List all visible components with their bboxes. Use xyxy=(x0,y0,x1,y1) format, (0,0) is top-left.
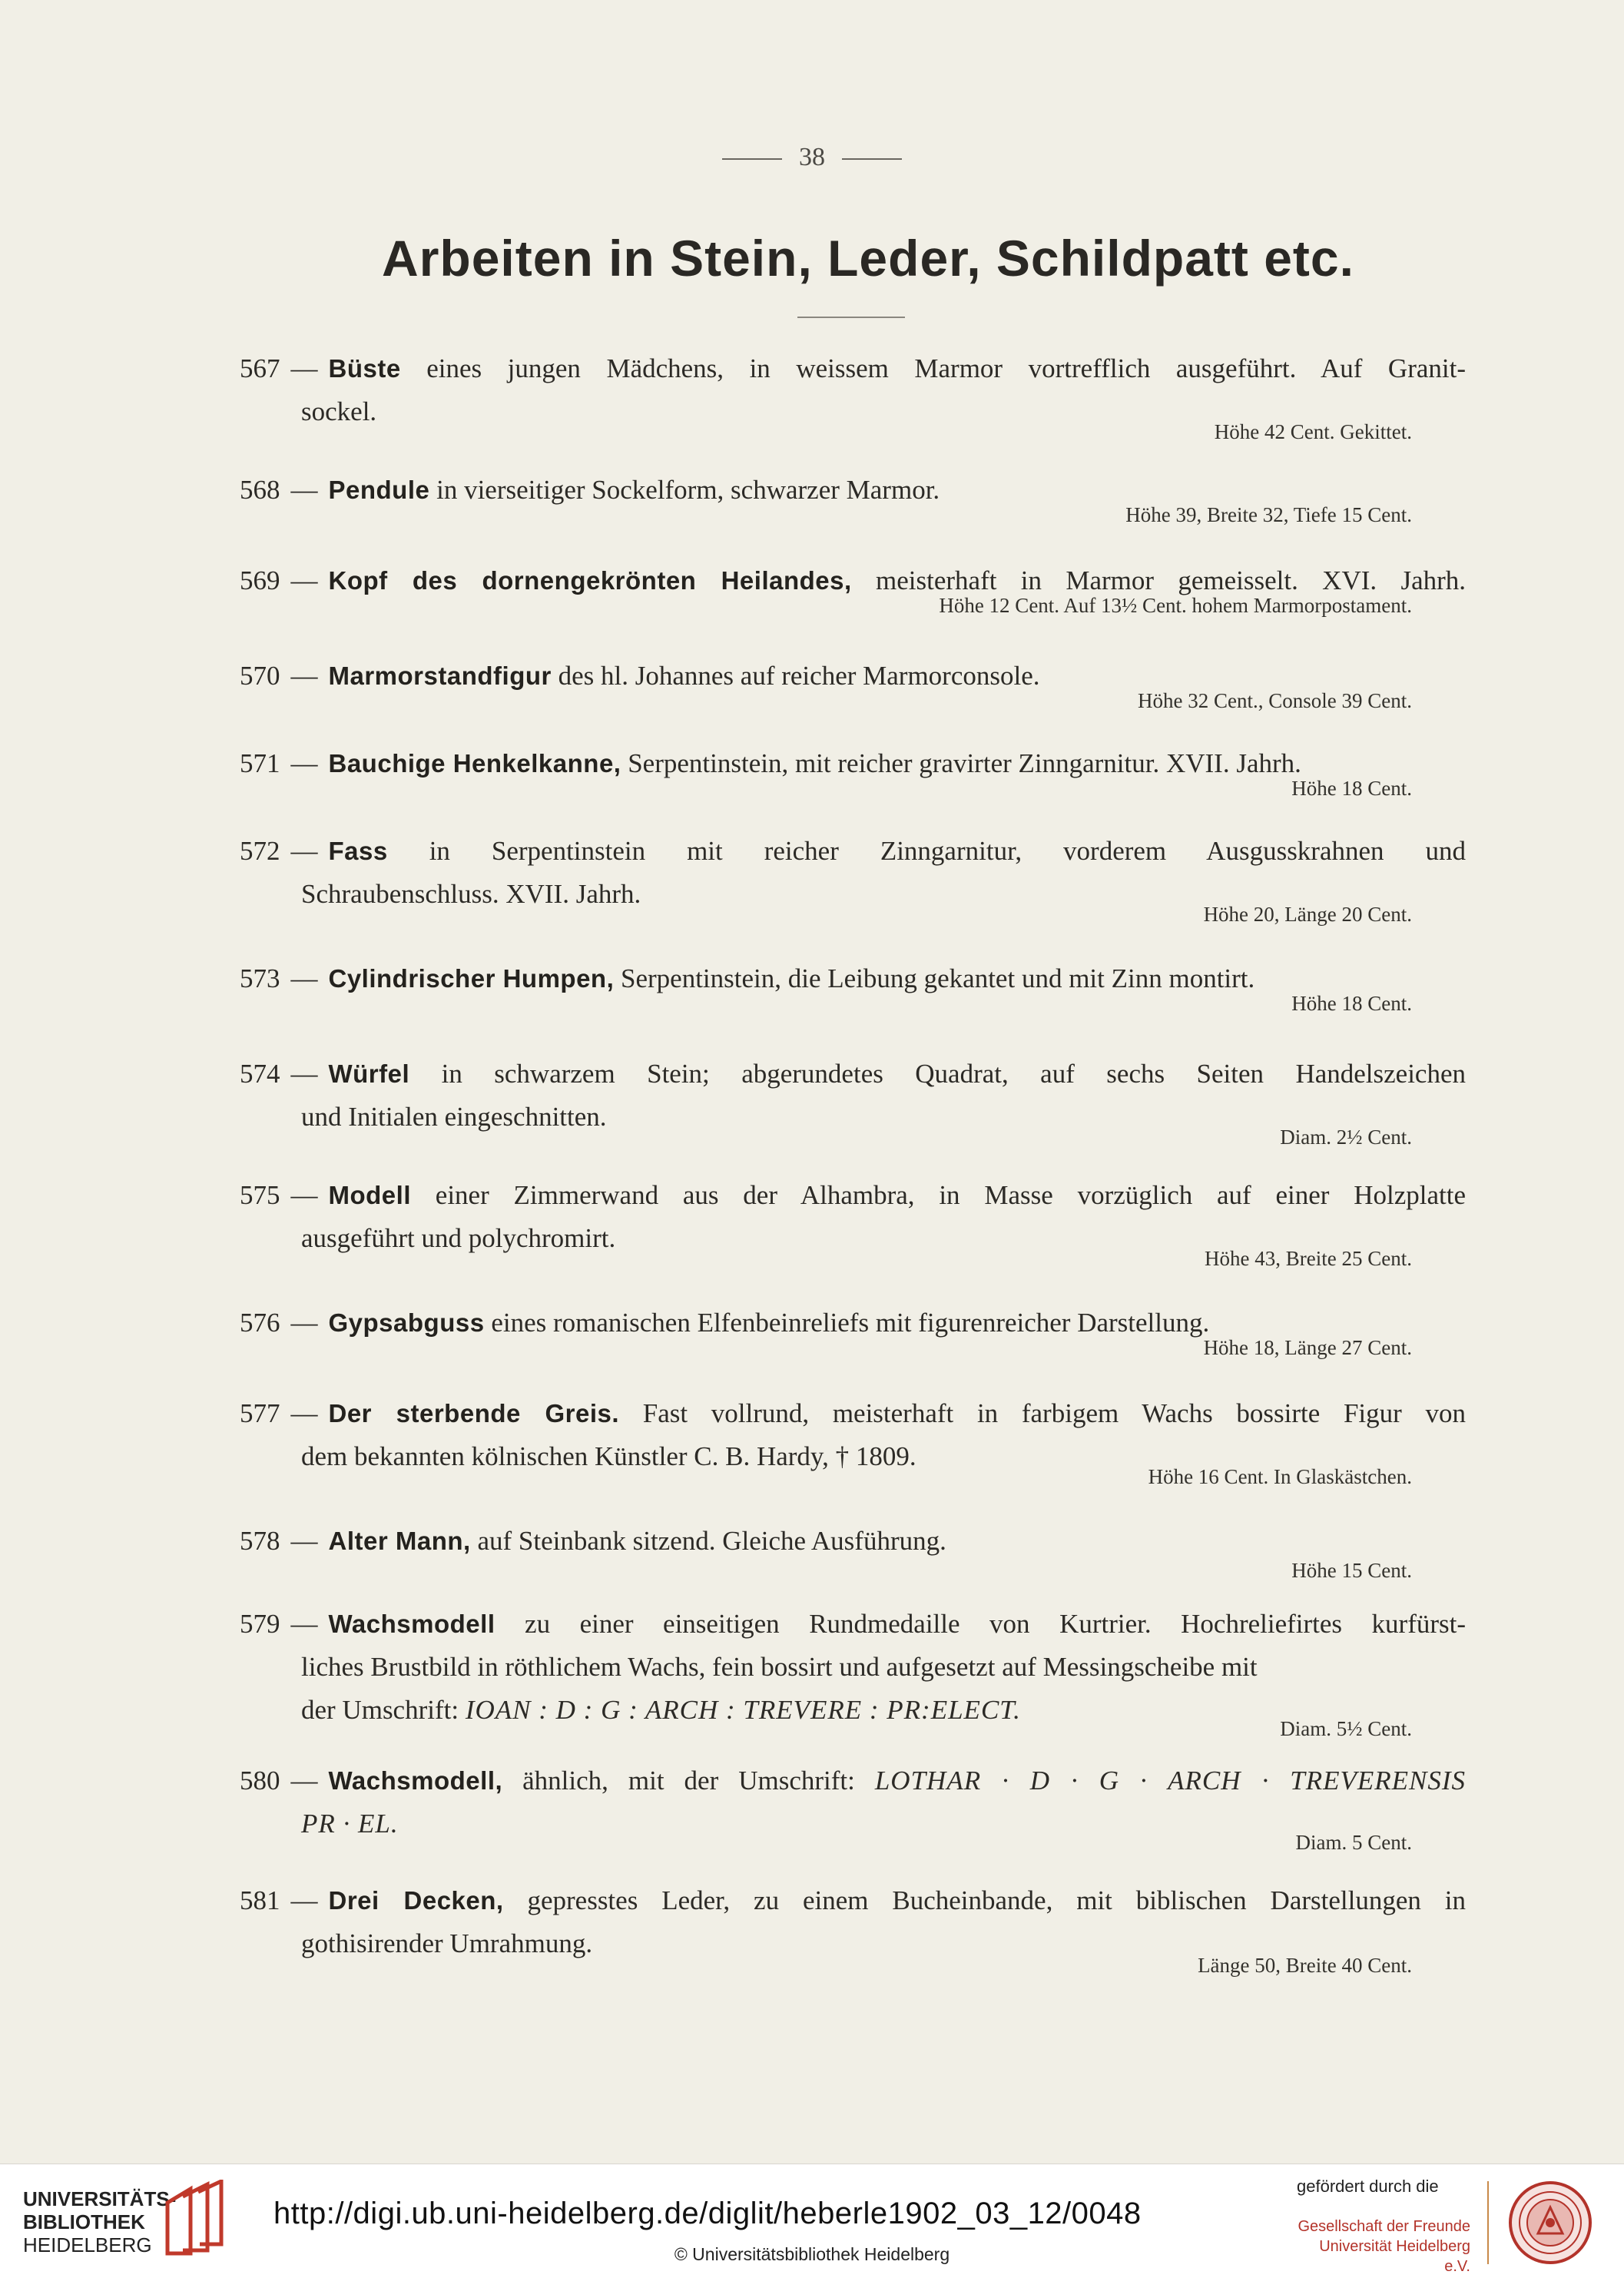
entry-dimensions: Höhe 18, Länge 27 Cent. xyxy=(1203,1336,1412,1359)
entry-number: 574 xyxy=(240,1059,280,1089)
entry-dimensions: Höhe 20, Länge 20 Cent. xyxy=(1203,903,1412,926)
entry-number: 573 xyxy=(240,963,280,993)
entry-description: eines jungen Mädchens, in weissem Marmor vortrefflich ausgeführt. Auf Granit- xyxy=(426,353,1466,383)
university-seal-icon xyxy=(1507,2180,1593,2266)
entry-description: des hl. Johannes auf reicher Marmorconsole. xyxy=(558,661,1040,691)
catalog-entry-576: 576 — Gypsabguss eines romanischen Elfenbeinreliefs mit figurenreicher Darstellung. Höhe 18, Länge 27 Cent. xyxy=(240,1301,1466,1361)
entry-name: Gypsabguss xyxy=(328,1308,485,1337)
page-number-text: 38 xyxy=(799,143,825,171)
entry-description-cont: dem bekannten kölnischen Künstler C. B. Hardy, † 1809. xyxy=(301,1441,916,1471)
entry-name: Der sterbende Greis. xyxy=(328,1399,620,1427)
entry-description-cont: ausgeführt und polychromirt. xyxy=(301,1223,616,1253)
entry-number: 569 xyxy=(240,565,280,595)
entry-number: 571 xyxy=(240,748,280,778)
catalog-entry-577: 577 — Der sterbende Greis. Fast vollrund, meisterhaft in farbigem Wachs bossirte Figur von dem bekannten kölnischen Künstler C. B. Hardy, † 1809. Höhe 16 Cent. In Glaskästchen. xyxy=(240,1392,1466,1490)
entry-dimensions: Höhe 18 Cent. xyxy=(1291,777,1412,800)
entry-description: ähnlich, mit der Umschrift: xyxy=(522,1766,855,1796)
entry-number: 572 xyxy=(240,836,280,866)
entry-description: Serpentinstein, die Leibung gekantet und mit Zinn montirt. xyxy=(621,963,1255,993)
catalog-entry-568: 568 — Pendule in vierseitiger Sockelform, schwarzer Marmor. Höhe 39, Breite 32, Tiefe 15 Cent. xyxy=(240,469,1466,529)
entry-name: Cylindrischer Humpen, xyxy=(328,964,615,993)
entry-inscription-cont: PR · EL. xyxy=(301,1809,399,1839)
entry-dimensions: Höhe 15 Cent. xyxy=(1291,1559,1412,1582)
entry-description: in schwarzem Stein; abgerundetes Quadrat, auf sechs Seiten Handelszeichen xyxy=(441,1059,1467,1089)
entry-description-cont: liches Brustbild in röthlichem Wachs, fein bossirt und aufgesetzt auf Messingscheibe mit xyxy=(301,1652,1258,1682)
entry-description: in Serpentinstein mit reicher Zinngarnitur, vorderem Ausgusskrahnen und xyxy=(429,836,1466,866)
entry-number: 567 xyxy=(240,353,280,383)
section-title: Arbeiten in Stein, Leder, Schildpatt etc. xyxy=(382,230,1354,287)
entry-name: Alter Mann, xyxy=(328,1527,471,1555)
entry-dimensions: Länge 50, Breite 40 Cent. xyxy=(1198,1954,1412,1977)
entry-description: Fast vollrund, meisterhaft in farbigem Wachs bossirte Figur von xyxy=(642,1398,1466,1428)
sponsor-label: gefördert durch die xyxy=(1297,2177,1439,2196)
entry-dimensions: Höhe 39, Breite 32, Tiefe 15 Cent. xyxy=(1125,503,1412,526)
entry-description-cont: sockel. xyxy=(301,396,377,426)
entry-description: Serpentinstein, mit reicher gravirter Zinngarnitur. XVII. Jahrh. xyxy=(628,748,1301,778)
catalog-entry-572: 572 — Fass in Serpentinstein mit reicher Zinngarnitur, vorderem Ausgusskrahnen und Schraubenschluss. XVII. Jahrh. Höhe 20, Länge 20 Cent. xyxy=(240,830,1466,928)
entry-dimensions: Diam. 5½ Cent. xyxy=(1280,1717,1412,1740)
entry-dimensions: Höhe 43, Breite 25 Cent. xyxy=(1205,1247,1412,1270)
page-number-dash-right xyxy=(842,158,902,160)
entry-dimensions: Höhe 12 Cent. Auf 13½ Cent. hohem Marmorpostament. xyxy=(939,594,1412,617)
catalog-entry-575: 575 — Modell einer Zimmerwand aus der Alhambra, in Masse vorzüglich auf einer Holzplatte ausgeführt und polychromirt. Höhe 43, Breite 25 Cent. xyxy=(240,1174,1466,1272)
entry-name: Marmorstandfigur xyxy=(328,662,552,690)
catalog-entry-578: 578 — Alter Mann, auf Steinbank sitzend. Gleiche Ausführung. Höhe 15 Cent. xyxy=(240,1520,1466,1584)
entry-number: 576 xyxy=(240,1308,280,1338)
catalog-entry-571: 571 — Bauchige Henkelkanne, Serpentinstein, mit reicher gravirter Zinngarnitur. XVII. Jahrh. Höhe 18 Cent. xyxy=(240,742,1466,802)
entry-description-cont: der Umschrift: xyxy=(301,1695,459,1725)
catalog-entry-579: 579 — Wachsmodell zu einer einseitigen Rundmedaille von Kurtrier. Hochreliefirtes kurfürst- liches Brustbild in röthlichem Wachs, fein bossirt und aufgesetzt auf Messingscheibe mit der Umschrift: IOAN : D : G : ARCH : TREVERE : PR:ELECT. Diam. 5½ Cent. xyxy=(240,1603,1466,1742)
catalog-entry-567: 567 — Büste eines jungen Mädchens, in weissem Marmor vortrefflich ausgeführt. Auf Granit- sockel. Höhe 42 Cent. Gekittet. xyxy=(240,347,1466,446)
entry-number: 578 xyxy=(240,1526,280,1556)
sponsor-divider xyxy=(1487,2181,1489,2264)
entry-number: 581 xyxy=(240,1885,280,1915)
entry-name: Drei Decken, xyxy=(328,1886,504,1915)
catalog-entry-570: 570 — Marmorstandfigur des hl. Johannes auf reicher Marmorconsole. Höhe 32 Cent., Console 39 Cent. xyxy=(240,655,1466,715)
library-name-line3: HEIDELBERG xyxy=(23,2233,152,2256)
entry-description: meisterhaft in Marmor gemeisselt. XVI. Jahrh. xyxy=(876,565,1467,595)
entry-description-cont: und Initialen eingeschnitten. xyxy=(301,1102,607,1132)
entry-description: in vierseitiger Sockelform, schwarzer Marmor. xyxy=(436,475,940,505)
entry-description-cont: gothisirender Umrahmung. xyxy=(301,1928,593,1958)
sponsor-name-line1: Gesellschaft der Freunde xyxy=(1298,2218,1470,2235)
library-name-line1: UNIVERSITÄTS- xyxy=(23,2187,177,2210)
entry-name: Wachsmodell, xyxy=(328,1766,503,1795)
entry-number: 577 xyxy=(240,1398,280,1428)
document-url-link[interactable]: http://digi.ub.uni-heidelberg.de/diglit/heberle1902_03_12/0048 xyxy=(273,2197,1142,2230)
entry-name: Büste xyxy=(328,354,401,383)
catalog-entry-574: 574 — Würfel in schwarzem Stein; abgerundetes Quadrat, auf sechs Seiten Handelszeichen und Initialen eingeschnitten. Diam. 2½ Cent. xyxy=(240,1053,1466,1151)
entry-description: auf Steinbank sitzend. Gleiche Ausführung. xyxy=(477,1526,946,1556)
entry-description: einer Zimmerwand aus der Alhambra, in Masse vorzüglich auf einer Holzplatte xyxy=(435,1180,1467,1210)
entry-inscription: IOAN : D : G : ARCH : TREVERE : PR:ELECT. xyxy=(465,1695,1021,1725)
entry-description: eines romanischen Elfenbeinreliefs mit figurenreicher Darstellung. xyxy=(491,1308,1210,1338)
sponsor-name-line2: Universität Heidelberg e.V. xyxy=(1319,2238,1470,2275)
entry-name: Bauchige Henkelkanne, xyxy=(328,749,621,778)
entry-dimensions: Diam. 2½ Cent. xyxy=(1280,1126,1412,1149)
entry-description: gepresstes Leder, zu einem Bucheinbande, mit biblischen Darstellungen in xyxy=(527,1885,1466,1915)
entry-name: Wachsmodell xyxy=(328,1610,495,1638)
catalog-entry-580: 580 — Wachsmodell, ähnlich, mit der Umschrift: LOTHAR · D · G · ARCH · TREVERENSIS PR · EL. Diam. 5 Cent. xyxy=(240,1759,1466,1856)
catalog-entry-569: 569 — Kopf des dornengekrönten Heilandes, meisterhaft in Marmor gemeisselt. XVI. Jahrh. Höhe 12 Cent. Auf 13½ Cent. hohem Marmorpostament. xyxy=(240,559,1466,619)
entry-number: 568 xyxy=(240,475,280,505)
entry-name: Fass xyxy=(328,837,388,865)
entry-name: Kopf des dornengekrönten Heilandes, xyxy=(328,566,852,595)
sponsor-name xyxy=(1297,2217,1470,2276)
entry-dimensions: Höhe 16 Cent. In Glaskästchen. xyxy=(1148,1465,1412,1488)
entry-number: 575 xyxy=(240,1180,280,1210)
entry-number: 580 xyxy=(240,1766,280,1796)
entry-dimensions: Höhe 32 Cent., Console 39 Cent. xyxy=(1138,689,1412,712)
footer-bar xyxy=(0,2164,1624,2278)
catalog-entry-573: 573 — Cylindrischer Humpen, Serpentinstein, die Leibung gekantet und mit Zinn montirt. Höhe 18 Cent. xyxy=(240,957,1466,1017)
entry-name: Würfel xyxy=(328,1059,410,1088)
entry-description: zu einer einseitigen Rundmedaille von Kurtrier. Hochreliefirtes kurfürst- xyxy=(525,1609,1467,1639)
entry-dimensions: Diam. 5 Cent. xyxy=(1295,1831,1412,1854)
entry-number: 570 xyxy=(240,661,280,691)
page-number xyxy=(0,143,1624,172)
copyright-notice: © Universitätsbibliothek Heidelberg xyxy=(674,2244,950,2264)
entry-dimensions: Höhe 18 Cent. xyxy=(1291,992,1412,1015)
entry-dimensions: Höhe 42 Cent. Gekittet. xyxy=(1214,420,1412,443)
page-number-dash-left xyxy=(722,158,782,160)
entry-inscription: LOTHAR · D · G · ARCH · TREVERENSIS xyxy=(874,1766,1466,1796)
entry-description-cont: Schraubenschluss. XVII. Jahrh. xyxy=(301,879,641,909)
library-name-line2: BIBLIOTHEK xyxy=(23,2210,145,2233)
entry-number: 579 xyxy=(240,1609,280,1639)
title-rule xyxy=(797,317,905,318)
entry-name: Modell xyxy=(328,1181,411,1209)
entry-name: Pendule xyxy=(328,476,430,504)
catalog-entry-581: 581 — Drei Decken, gepresstes Leder, zu einem Bucheinbande, mit biblischen Darstellungen in gothisirender Umrahmung. Länge 50, Breite 40 Cent. xyxy=(240,1879,1466,1979)
